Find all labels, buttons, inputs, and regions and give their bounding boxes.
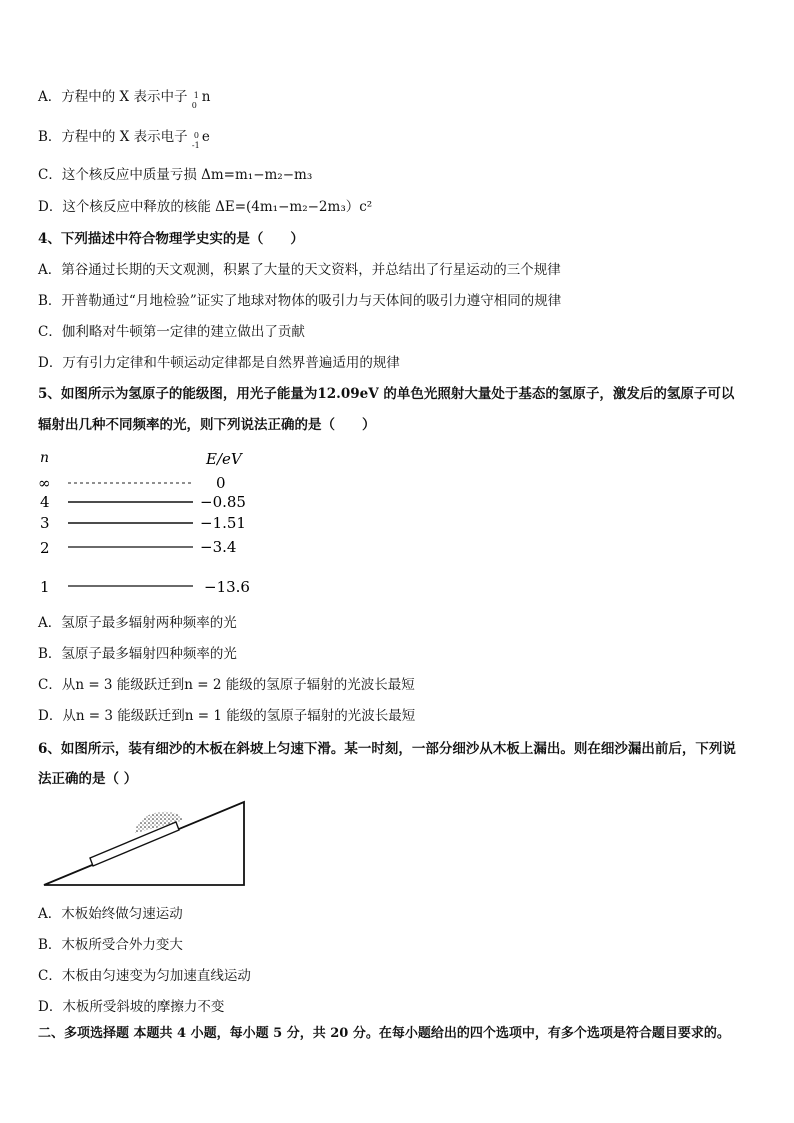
level-n-1: 1: [40, 578, 50, 596]
neutron-symbol: n: [201, 89, 211, 105]
hydrogen-energy-level-diagram: [38, 448, 278, 600]
q4-option-d: D．万有引力定律和牛顿运动定律都是自然界普遍适用的规律: [38, 355, 400, 371]
q6-stem-line1: 6、如图所示，装有细沙的木板在斜坡上匀速下滑。某一时刻，一部分细沙从木板上漏出。则在细沙漏出前后，下列说: [38, 741, 736, 757]
level-n-4: 4: [40, 493, 50, 511]
q4-option-a: A．第谷通过长期的天文观测，积累了大量的天文资料，并总结出了行星运动的三个规律: [38, 262, 561, 278]
q3-option-c: C．这个核反应中质量亏损 Δm=m₁−m₂−m₃: [38, 167, 313, 183]
electron-symbol-nuclide: [191, 129, 202, 150]
q4-option-c: C．伽利略对牛顿第一定律的建立做出了贡献: [38, 324, 305, 340]
level-3-energy: −1.51: [200, 514, 246, 532]
neutron-mass-number: 1: [193, 90, 199, 100]
q5-option-a: A．氢原子最多辐射两种频率的光: [38, 615, 237, 631]
q3-option-d: D．这个核反应中释放的核能 ΔE=(4m₁−m₂−2m₃）c²: [38, 199, 373, 215]
incline-board-sand-figure: [40, 798, 250, 890]
q5-stem-line2: 辐射出几种不同频率的光，则下列说法正确的是（ ）: [38, 417, 376, 433]
q6-option-c: C．木板由匀速变为匀加速直线运动: [38, 968, 251, 984]
electron-symbol: e: [201, 129, 210, 145]
level-2-energy: −3.4: [200, 538, 237, 556]
electron-mass-number: 0: [193, 130, 199, 140]
level-n-2: 2: [40, 539, 50, 557]
n-axis-label: n: [40, 450, 50, 466]
q4-stem: 4、下列描述中符合物理学史实的是（ ）: [38, 231, 304, 247]
q6-option-a: A．木板始终做匀速运动: [38, 906, 183, 922]
energy-axis-label: E/eV: [206, 450, 242, 468]
q3-option-b-text: B．方程中的 X 表示电子: [38, 129, 192, 145]
level-1-energy: −13.6: [204, 578, 250, 596]
level-infinity-energy: 0: [216, 474, 226, 492]
level-n-3: 3: [40, 514, 50, 532]
q3-option-b: [38, 128, 210, 150]
q3-option-a: [38, 88, 211, 110]
q5-option-d: D．从n = 3 能级跃迁到n = 1 能级的氢原子辐射的光波长最短: [38, 708, 416, 724]
neutron-symbol-nuclide: [191, 89, 202, 110]
wooden-board: [90, 822, 179, 866]
electron-charge-number: -1: [191, 140, 200, 150]
q6-stem-line2: 法正确的是（ ）: [38, 771, 138, 787]
neutron-charge-number: 0: [191, 100, 197, 110]
q6-option-b: B．木板所受合外力变大: [38, 937, 183, 953]
level-n-infinity: ∞: [38, 474, 51, 492]
q6-option-d: D．木板所受斜坡的摩擦力不变: [38, 999, 225, 1015]
q5-stem-line1: 5、如图所示为氢原子的能级图，用光子能量为12.09eV 的单色光照射大量处于基态的氢原子，激发后的氢原子可以: [38, 386, 735, 402]
section-2-heading: 二、多项选择题 本题共 4 小题，每小题 5 分，共 20 分。在每小题给出的四个选项中，有多个选项是符合题目要求的。: [38, 1026, 730, 1041]
q4-option-b: B．开普勒通过“月地检验”证实了地球对物体的吸引力与天体间的吸引力遵守相同的规律: [38, 293, 562, 309]
level-4-energy: −0.85: [200, 493, 246, 511]
q5-option-c: C．从n = 3 能级跃迁到n = 2 能级的氢原子辐射的光波长最短: [38, 677, 415, 693]
q3-option-a-text: A．方程中的 X 表示中子: [38, 89, 192, 105]
q5-option-b: B．氢原子最多辐射四种频率的光: [38, 646, 237, 662]
